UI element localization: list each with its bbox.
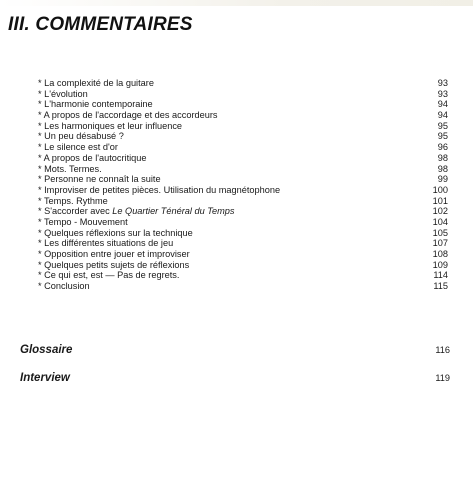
toc-entry-page: 101: [432, 195, 448, 206]
toc-entry[interactable]: [38, 78, 448, 89]
toc-entry[interactable]: [38, 185, 448, 196]
toc-entry-title: * Un peu désabusé ?: [38, 131, 124, 142]
page-top-shading: [0, 0, 473, 6]
toc-entry-page: 100: [432, 184, 448, 195]
toc-entry-page: 108: [432, 249, 448, 259]
toc-entry-title: * Opposition entre jouer et improviser: [38, 249, 190, 259]
glossaire-title: Glossaire: [20, 344, 73, 356]
toc-entry-page: 94: [437, 99, 448, 110]
toc-entry-title: * Quelques réflexions sur la technique: [38, 227, 193, 238]
toc-entry-page: 98: [437, 152, 448, 163]
toc-entry[interactable]: [38, 238, 448, 249]
toc-entry-page: 114: [433, 270, 448, 281]
toc-entry[interactable]: [38, 281, 448, 292]
toc-entry-title: * Mots. Termes.: [38, 163, 102, 174]
toc-entry-page: 104: [432, 216, 448, 227]
toc-entry-page: 96: [437, 142, 448, 153]
toc-entry-title: * Le silence est d'or: [38, 142, 118, 153]
toc-entry[interactable]: [38, 217, 448, 228]
interview-page: 119: [435, 373, 450, 383]
toc-entry-title-prefix: * S'accorder avec: [38, 206, 113, 217]
toc-entry-page: 93: [437, 78, 448, 88]
toc-entry-page: 115: [433, 281, 448, 292]
toc-entry[interactable]: [38, 270, 448, 281]
toc-entry-page: 105: [432, 227, 448, 238]
toc-entry-page: 102: [432, 206, 448, 217]
toc-entry[interactable]: [38, 164, 448, 175]
toc-entry-page: 109: [432, 259, 448, 270]
toc-entry-title: [38, 206, 235, 217]
section-heading: III. COMMENTAIRES: [8, 14, 193, 35]
glossaire-entry[interactable]: [20, 344, 450, 356]
toc-entry[interactable]: [38, 142, 448, 153]
interview-title: Interview: [20, 372, 70, 384]
toc-entry[interactable]: [38, 228, 448, 239]
toc-entry[interactable]: [38, 89, 448, 100]
toc-entry[interactable]: [38, 196, 448, 207]
toc-entry[interactable]: [38, 131, 448, 142]
toc-entry-title: * L'harmonie contemporaine: [38, 99, 153, 110]
toc-entry-title: * Les différentes situations de jeu: [38, 238, 174, 249]
toc-entry[interactable]: [38, 121, 448, 132]
toc-entry-title: * Temps. Rythme: [38, 195, 108, 206]
toc-entry-page: 94: [437, 110, 448, 121]
toc-entry-title: * La complexité de la guitare: [38, 78, 154, 88]
toc-entry[interactable]: [38, 206, 448, 217]
toc-entry-title-italic: Le Quartier Ténéral du Temps: [112, 206, 235, 217]
toc-entry-title: * Quelques petits sujets de réflexions: [38, 259, 190, 270]
toc-entry-title: * Tempo - Mouvement: [38, 216, 128, 227]
toc-entry-title: * Conclusion: [38, 281, 90, 292]
table-of-contents-list: [38, 78, 448, 292]
toc-entry[interactable]: [38, 249, 448, 260]
toc-entry-title: * Personne ne connaît la suite: [38, 174, 161, 185]
glossaire-page: 116: [435, 345, 450, 355]
toc-entry[interactable]: [38, 153, 448, 164]
toc-entry-title: * Les harmoniques et leur influence: [38, 120, 183, 131]
toc-entry-title: * Improviser de petites pièces. Utilisation du magnétophone: [38, 184, 281, 195]
toc-entry[interactable]: [38, 174, 448, 185]
toc-entry-page: 95: [437, 120, 448, 131]
toc-entry-page: 98: [437, 163, 448, 174]
toc-entry-title: * A propos de l'autocritique: [38, 152, 147, 163]
toc-entry-page: 107: [432, 238, 448, 249]
toc-entry-title: * L'évolution: [38, 88, 88, 99]
toc-entry[interactable]: [38, 110, 448, 121]
toc-entry-page: 95: [437, 131, 448, 142]
toc-entry-title: * A propos de l'accordage et des accordeurs: [38, 110, 218, 121]
toc-entry-page: 93: [437, 88, 448, 99]
toc-entry-page: 99: [437, 174, 448, 185]
interview-entry[interactable]: [20, 372, 450, 384]
toc-entry[interactable]: [38, 260, 448, 271]
toc-entry[interactable]: [38, 99, 448, 110]
toc-entry-title: * Ce qui est, est — Pas de regrets.: [38, 270, 180, 281]
